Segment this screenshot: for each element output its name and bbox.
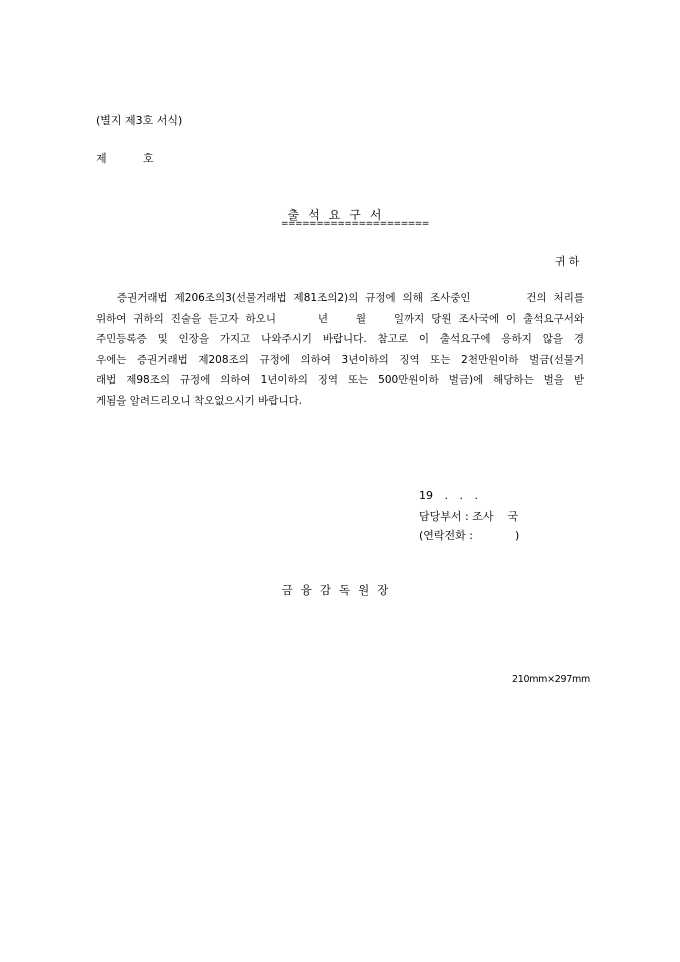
body-line-3: 주민등록증 및 인장을 가지고 나와주시기 바랍니다. 참고로 이 출석요구에 응하지 않을 경: [96, 333, 584, 345]
document-title: 출석요구서: [287, 208, 391, 222]
form-label: (별지 제3호 서식): [96, 114, 183, 127]
document-number-suffix: 호: [143, 152, 154, 165]
body-line-5: 래법 제98조의 규정에 의하여 1년이하의 징역 또는 500만원이하 벌금)에 해당하는 벌을 받: [96, 374, 584, 386]
contact-phone-line: (연락전화 : ): [419, 529, 520, 542]
department-line: 담당부서 : 조사 국: [419, 510, 519, 523]
signatory: 금융감독원장: [281, 583, 397, 597]
addressee-honorific: 귀하: [555, 255, 583, 268]
body-line-1: 증권거래법 제206조의3(선물거래법 제81조의2)의 규정에 의해 조사중인 건의 처리를: [96, 292, 584, 304]
date-line: 19 . . .: [419, 489, 478, 502]
document-number-prefix: 제: [96, 152, 107, 165]
body-line-6: 게됨을 알려드리오니 착오없으시기 바랍니다.: [96, 394, 303, 407]
body-line-2: 위하여 귀하의 진술을 듣고자 하오니 년 월 일까지 당원 조사국에 이 출석요구서와: [96, 312, 584, 325]
body-paragraph: [96, 288, 584, 411]
paper-size-note: 210mm×297mm: [512, 674, 590, 685]
title-double-underline: =====================: [281, 219, 429, 229]
body-line-4: 우에는 증권거래법 제208조의 규정에 의하여 3년이하의 징역 또는 2천만원이하 벌금(선물거: [96, 353, 584, 366]
